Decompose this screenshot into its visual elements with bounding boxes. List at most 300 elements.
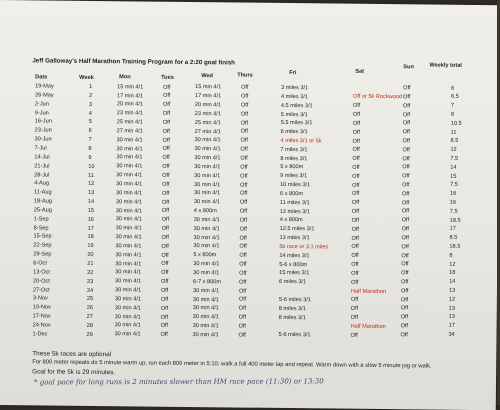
- cell-wed: 30 min 4/1: [193, 234, 220, 241]
- cell-week: 10: [88, 163, 95, 170]
- cell-total: 13: [448, 287, 456, 294]
- cell-week: 21: [87, 260, 94, 267]
- cell-thurs: Off: [238, 296, 247, 303]
- cell-thurs: Off: [238, 305, 247, 312]
- cell-week: 26: [86, 305, 94, 312]
- cell-sat: Off: [350, 314, 359, 321]
- cell-total: 14: [450, 164, 457, 171]
- cell-mon: 15 min 4/1: [117, 83, 144, 91]
- cell-tues: Off: [161, 199, 170, 206]
- cell-date: 3-Nov: [32, 295, 48, 302]
- cell-wed: 27 min 4/1: [194, 128, 221, 135]
- cell-total: 8: [449, 252, 453, 259]
- cell-tues: Off: [161, 216, 170, 224]
- cell-wed: 25 min 4/1: [194, 119, 221, 127]
- cell-wed: 30 min 4/1: [192, 296, 220, 303]
- cell-date: 23-Jun: [34, 127, 52, 134]
- cell-fri: 8 miles 3/1: [280, 155, 308, 162]
- cell-tues: Off: [161, 252, 169, 259]
- cell-fri: 4 miles 3/1: [280, 93, 309, 101]
- cell-mon: 30 min 4/1: [115, 234, 142, 241]
- cell-sat: Off: [352, 138, 360, 145]
- cell-total: 16: [449, 199, 457, 206]
- cell-tues: Off: [161, 208, 170, 215]
- cell-tues: Off: [161, 190, 170, 197]
- cell-sat: Off: [352, 102, 361, 110]
- cell-thurs: Off: [240, 111, 249, 118]
- cell-fri: 9 miles 3/1: [280, 173, 308, 180]
- cell-mon: 30 min 4/1: [116, 145, 143, 153]
- cell-wed: 30 min 4/1: [194, 181, 221, 188]
- cell-tues: Off: [162, 101, 171, 109]
- cell-tues: Off: [161, 225, 170, 232]
- cell-fri: 5-6 miles 3/1: [278, 296, 311, 304]
- cell-total: 10.5: [450, 120, 462, 127]
- cell-mon: 27 min 4/1: [116, 128, 143, 135]
- cell-thurs: Off: [240, 137, 248, 144]
- cell-fri: 5 x 800m: [280, 164, 304, 171]
- cell-mon: 30 min 4/1: [115, 225, 142, 232]
- cell-week: 28: [86, 322, 93, 329]
- cell-wed: 30 min 4/1: [192, 314, 219, 321]
- header-tues: Tues: [161, 74, 174, 81]
- cell-thurs: Off: [239, 208, 248, 215]
- cell-sun: Off: [403, 85, 411, 92]
- cell-fri: 12.5 miles 3/1: [279, 226, 315, 233]
- cell-sat: Off: [351, 191, 360, 198]
- cell-week: 2: [88, 92, 93, 99]
- cell-mon: 30 min 4/1: [114, 331, 141, 338]
- cell-sat: Off: [350, 305, 359, 312]
- cell-wed: 30 min 4/1: [193, 217, 220, 224]
- cell-thurs: Off: [241, 84, 249, 91]
- cell-total: 7: [450, 102, 455, 109]
- cell-wed: 17 min 4/1: [194, 93, 222, 100]
- cell-wed: 4 x 800m: [193, 208, 217, 215]
- cell-wed: 30 min 4/1: [193, 243, 220, 250]
- cell-thurs: Off: [240, 182, 248, 189]
- cell-thurs: Off: [238, 332, 246, 339]
- cell-fri: 8 miles 3/1: [278, 305, 306, 312]
- header-week: Week: [79, 74, 94, 81]
- cell-mon: 17 min 4/1: [116, 92, 144, 100]
- cell-date: 27-Oct: [32, 286, 50, 294]
- cell-total: 15: [450, 173, 457, 180]
- cell-thurs: Off: [239, 261, 247, 268]
- cell-mon: 30 min 4/1: [115, 278, 142, 285]
- cell-date: 26-May: [34, 92, 54, 99]
- cell-sun: Off: [402, 182, 410, 189]
- cell-total: 17: [449, 226, 456, 233]
- cell-week: 27: [86, 314, 93, 321]
- cell-total: 11: [450, 129, 457, 136]
- cell-total: 7.5: [449, 208, 458, 215]
- cell-date: 13-Oct: [33, 269, 50, 276]
- cell-fri: 5k race or 3.1 miles: [279, 243, 329, 251]
- footnote-goal: Goal for the 5k is 29 minutes.: [32, 368, 116, 377]
- cell-sun: Off: [400, 314, 409, 321]
- cell-tues: Off: [160, 287, 169, 294]
- cell-thurs: Off: [239, 235, 247, 242]
- cell-sat: Off: [351, 279, 359, 286]
- cell-date: 4-Aug: [34, 180, 50, 187]
- cell-sun: Off: [401, 226, 410, 233]
- cell-mon: 30 min 4/1: [115, 190, 143, 197]
- cell-fri: 3 miles 3/1: [281, 84, 309, 92]
- cell-sat: Off: [351, 270, 359, 277]
- cell-date: 1-Sep: [33, 216, 49, 223]
- cell-total: 7.5: [450, 155, 459, 162]
- cell-thurs: Off: [240, 173, 248, 180]
- cell-date: 25-Aug: [33, 207, 52, 214]
- cell-date: 2-Jun: [34, 101, 49, 108]
- cell-sat: Off: [352, 120, 361, 127]
- cell-sun: Off: [401, 270, 409, 277]
- cell-thurs: Off: [240, 93, 249, 100]
- cell-sat: Off: [352, 164, 360, 171]
- cell-sun: Off: [401, 279, 409, 286]
- cell-wed: 30 min 4/1: [194, 163, 221, 171]
- header-date: Date: [35, 74, 48, 81]
- footnote-races: These 5k races are optional: [32, 350, 112, 359]
- cell-mon: 23 min 4/1: [116, 110, 143, 117]
- cell-thurs: Off: [240, 164, 248, 171]
- cell-total: 14: [449, 278, 456, 286]
- cell-date: 29-Sep: [33, 251, 52, 258]
- cell-tues: Off: [161, 261, 169, 268]
- cell-total: 34: [448, 331, 455, 338]
- cell-thurs: Off: [239, 279, 247, 286]
- cell-total: 12: [448, 296, 456, 303]
- cell-fri: 6 x 800m: [279, 190, 304, 198]
- cell-wed: 30 min 4/1: [192, 331, 219, 339]
- cell-mon: 30 min 4/1: [114, 296, 142, 303]
- cell-tues: Off: [162, 155, 170, 162]
- cell-fri: 15 miles 3/1: [279, 270, 310, 277]
- cell-fri: 4 x 800m: [279, 217, 303, 224]
- cell-mon: 30 min 4/1: [114, 305, 141, 312]
- cell-wed: 30 min 4/1: [192, 287, 220, 294]
- cell-mon: 30 min 4/1: [114, 313, 141, 321]
- cell-sun: Off: [402, 129, 411, 136]
- cell-sat: Off: [351, 235, 359, 242]
- cell-mon: 30 min 4/1: [114, 322, 141, 329]
- cell-fri: 6 miles 3/1: [279, 279, 307, 286]
- cell-total: 16: [449, 190, 457, 198]
- cell-thurs: Off: [239, 217, 248, 224]
- cell-total: 8: [450, 111, 454, 118]
- cell-sat: Off: [352, 147, 360, 154]
- cell-date: 22-Sep: [33, 242, 52, 249]
- cell-wed: 30 min 4/1: [193, 270, 220, 277]
- cell-thurs: Off: [240, 155, 248, 162]
- cell-date: 9-Jun: [34, 109, 49, 117]
- cell-sat: Off: [350, 332, 358, 339]
- cell-week: 25: [86, 296, 94, 303]
- cell-total: 12: [450, 146, 457, 153]
- cell-date: 20-Oct: [33, 278, 50, 285]
- cell-sun: Off: [401, 208, 410, 215]
- cell-mon: 30 min 4/1: [116, 154, 143, 161]
- cell-date: 18-Aug: [33, 198, 52, 205]
- cell-sat: Off or 5k Rockwood: [352, 94, 403, 101]
- header-sun: Sun: [403, 64, 414, 71]
- cell-sun: Off: [401, 261, 409, 268]
- cell-thurs: Off: [239, 226, 248, 233]
- header-wed: Wed: [201, 73, 213, 80]
- cell-sun: Off: [400, 323, 408, 330]
- cell-tues: Off: [161, 269, 169, 277]
- cell-sun: Off: [401, 243, 409, 251]
- cell-wed: 30 min 4/1: [194, 146, 221, 153]
- cell-total: 13: [448, 305, 456, 312]
- cell-date: 19-May: [35, 83, 54, 90]
- cell-thurs: Off: [240, 120, 249, 127]
- cell-week: 17: [87, 225, 94, 232]
- cell-tues: Off: [163, 84, 171, 91]
- cell-total: 8.5: [450, 138, 459, 145]
- cell-tues: Off: [160, 323, 168, 330]
- cell-sat: Off: [352, 111, 361, 118]
- header-weekly-total: Weekly total: [429, 62, 462, 69]
- cell-fri: 5-6 x 800m: [279, 261, 308, 268]
- cell-mon: 30 min 4/1: [116, 172, 143, 179]
- cell-fri: 11 miles 3/1: [279, 199, 310, 207]
- handwritten-note: * goal pace for long runs is 2 minutes slower than HM race pace (11:30) or 13:30: [33, 377, 324, 387]
- cell-sun: Off: [400, 287, 409, 295]
- cell-sat: Half Marathon: [350, 323, 386, 330]
- header-thurs: Thurs: [237, 72, 253, 79]
- cell-thurs: Off: [239, 243, 247, 250]
- cell-total: 18.5: [449, 243, 461, 250]
- cell-mon: 30 min 4/1: [115, 260, 142, 268]
- cell-week: 14: [87, 198, 95, 206]
- cell-thurs: Off: [240, 102, 249, 109]
- cell-week: 29: [86, 331, 93, 338]
- cell-mon: 30 min 4/1: [115, 251, 142, 259]
- cell-week: 9: [88, 154, 92, 161]
- cell-sun: Off: [402, 147, 410, 154]
- cell-sat: Off: [351, 244, 359, 251]
- cell-wed: 30 min 4/1: [193, 199, 221, 206]
- cell-tues: Off: [161, 243, 169, 250]
- cell-fri: 7 miles 3/1: [280, 146, 308, 154]
- cell-date: 14-Jul: [34, 154, 50, 161]
- cell-total: 6: [451, 85, 455, 92]
- cell-sat: Off: [350, 297, 359, 304]
- cell-wed: 5 x 800m: [193, 252, 217, 259]
- cell-week: 20: [87, 252, 94, 259]
- cell-mon: 30 min 4/1: [116, 136, 143, 144]
- cell-week: 4: [88, 110, 92, 117]
- cell-sun: Off: [401, 199, 410, 206]
- cell-week: 18: [87, 234, 94, 241]
- cell-total: 13: [448, 314, 455, 321]
- cell-mon: 30 min 4/1: [115, 198, 143, 206]
- header-sat: Sat: [355, 68, 365, 75]
- cell-date: 21-Jul: [34, 163, 50, 170]
- cell-sun: Off: [401, 235, 409, 242]
- cell-tues: Off: [160, 305, 169, 312]
- cell-mon: 30 min 4/1: [115, 207, 142, 215]
- cell-wed: 30 min 4/1: [193, 261, 220, 268]
- cell-fri: 13 miles 3/1: [279, 235, 310, 242]
- cell-sat: Off: [352, 129, 361, 136]
- cell-sun: Off: [401, 217, 410, 224]
- cell-wed: 23 min 4/1: [194, 110, 221, 118]
- cell-sun: Off: [402, 164, 410, 171]
- cell-week: 13: [87, 190, 95, 197]
- cell-fri: 5.5 miles 3/1: [280, 120, 313, 127]
- cell-sat: Off: [351, 217, 360, 224]
- cell-sun: Off: [400, 296, 409, 303]
- cell-fri: 14 miles 3/1: [279, 252, 310, 260]
- cell-wed: 30 min 4/1: [193, 225, 220, 233]
- cell-thurs: Off: [239, 252, 247, 259]
- cell-fri: 10 miles 3/1: [280, 182, 311, 189]
- cell-date: 8-Sep: [33, 224, 49, 232]
- cell-date: 11-Aug: [33, 189, 52, 196]
- cell-mon: 30 min 4/1: [116, 181, 143, 188]
- cell-tues: Off: [160, 296, 169, 303]
- cell-thurs: Off: [238, 314, 247, 321]
- cell-fri: 4 miles 3/1 or 5k: [280, 137, 322, 145]
- cell-thurs: Off: [238, 288, 247, 295]
- cell-thurs: Off: [239, 270, 247, 277]
- cell-tues: Off: [160, 331, 168, 338]
- cell-week: 6: [88, 128, 92, 135]
- cell-thurs: Off: [240, 146, 248, 153]
- cell-tues: Off: [162, 119, 171, 126]
- cell-tues: Off: [162, 163, 170, 170]
- cell-sun: Off: [402, 111, 411, 118]
- cell-tues: Off: [162, 146, 170, 153]
- footnote-repeats: For 800 meter repeats do 5 minute warm up, run each 800 meter in 5:10; walk a full 400 meter lap and repeat. Warm down with a slow 5 minute jog or walk.: [32, 359, 432, 370]
- cell-week: 23: [87, 278, 94, 285]
- cell-wed: 30 min 4/1: [193, 190, 221, 197]
- cell-wed: 30 min 4/1: [194, 172, 221, 180]
- cell-date: 15-Sep: [33, 233, 52, 240]
- cell-date: 30-Jun: [34, 136, 52, 143]
- cell-fri: 5 miles 3/1: [280, 111, 308, 118]
- cell-sun: Off: [401, 252, 409, 259]
- cell-sat: Off: [351, 252, 359, 259]
- cell-week: 15: [87, 207, 95, 214]
- cell-thurs: Off: [239, 199, 248, 206]
- cell-total: 17: [448, 322, 455, 330]
- cell-week: 8: [88, 145, 92, 152]
- cell-mon: 30 min 4/1: [116, 163, 143, 170]
- cell-mon: 30 min 4/1: [115, 269, 142, 276]
- cell-week: 7: [88, 137, 92, 144]
- cell-wed: 30 min 4/1: [194, 137, 221, 144]
- cell-mon: 20 min 4/1: [116, 101, 144, 108]
- cell-mon: 25 min 4/1: [116, 119, 143, 126]
- cell-sat: Half Marathon: [350, 288, 387, 295]
- cell-total: 7.5: [450, 182, 458, 189]
- cell-date: 10-Nov: [32, 304, 51, 311]
- cell-week: 3: [88, 101, 93, 108]
- cell-tues: Off: [161, 278, 169, 285]
- cell-tues: Off: [162, 137, 170, 144]
- cell-sat: Off: [351, 199, 360, 207]
- cell-week: 24: [86, 287, 94, 294]
- cell-date: 7-Jul: [34, 145, 47, 152]
- cell-tues: Off: [160, 314, 169, 321]
- cell-week: 11: [88, 172, 95, 179]
- cell-sat: Off: [352, 173, 360, 180]
- cell-date: 28-Jul: [34, 171, 50, 179]
- cell-tues: Off: [162, 93, 171, 100]
- cell-date: 17-Nov: [32, 313, 51, 320]
- cell-total: 8.5: [449, 234, 458, 242]
- header-fri: Fri: [289, 70, 297, 77]
- cell-sat: Off: [352, 182, 360, 189]
- header-mon: Mon: [119, 74, 131, 81]
- cell-sun: Off: [400, 305, 409, 312]
- cell-week: 12: [88, 181, 95, 188]
- cell-tues: Off: [162, 172, 170, 179]
- cell-mon: 30 min 4/1: [115, 216, 142, 223]
- cell-total: 18.5: [449, 217, 461, 224]
- cell-wed: 30 min 4/1: [192, 323, 219, 330]
- cell-wed: 15 min 4/1: [195, 84, 222, 91]
- cell-date: 16-Jun: [34, 118, 52, 125]
- cell-sat: Off: [351, 208, 360, 215]
- cell-week: 5: [88, 119, 92, 126]
- cell-total: 6.5: [450, 94, 459, 101]
- cell-sun: Off: [402, 173, 410, 180]
- cell-week: 1: [89, 83, 93, 90]
- cell-mon: 30 min 4/1: [115, 243, 142, 250]
- document-title: Jeff Galloway's Half Marathon Training Program for a 2:20 goal finish: [32, 57, 235, 67]
- cell-sun: Off: [402, 94, 411, 101]
- cell-thurs: Off: [238, 323, 246, 330]
- cell-fri: 6 miles 3/1: [280, 129, 308, 136]
- cell-wed: 30 min 4/1: [192, 305, 219, 312]
- cell-date: 1-Dec: [32, 331, 48, 338]
- cell-fri: 12 miles 3/1: [279, 208, 311, 215]
- cell-sun: Off: [402, 120, 411, 127]
- cell-date: 24-Nov: [32, 322, 51, 329]
- cell-date: 6-Oct: [33, 260, 47, 267]
- cell-total: 12: [449, 261, 456, 268]
- cell-wed: 6-7 x 800m: [193, 278, 222, 286]
- cell-tues: Off: [162, 128, 171, 135]
- cell-sun: Off: [402, 102, 411, 110]
- cell-mon: 30 min 4/1: [114, 287, 142, 294]
- cell-sun: Off: [402, 138, 410, 145]
- cell-tues: Off: [162, 110, 171, 117]
- cell-week: 19: [87, 243, 94, 250]
- cell-total: 18: [449, 270, 456, 277]
- cell-tues: Off: [162, 181, 170, 188]
- cell-fri: 4.5 miles 3/1: [280, 102, 313, 109]
- cell-week: 16: [87, 216, 94, 223]
- cell-sat: Off: [351, 226, 360, 233]
- cell-sat: Off: [352, 155, 360, 162]
- cell-sat: Off: [351, 261, 359, 268]
- cell-week: 22: [87, 269, 94, 276]
- cell-fri: 5-6 miles 3/1: [278, 332, 311, 339]
- cell-tues: Off: [161, 234, 169, 241]
- cell-wed: 20 min 4/1: [194, 102, 222, 109]
- cell-sun: Off: [402, 155, 410, 162]
- cell-wed: 30 min 4/1: [194, 155, 221, 162]
- cell-sun: Off: [401, 191, 410, 198]
- cell-thurs: Off: [239, 190, 248, 197]
- cell-thurs: Off: [240, 129, 249, 136]
